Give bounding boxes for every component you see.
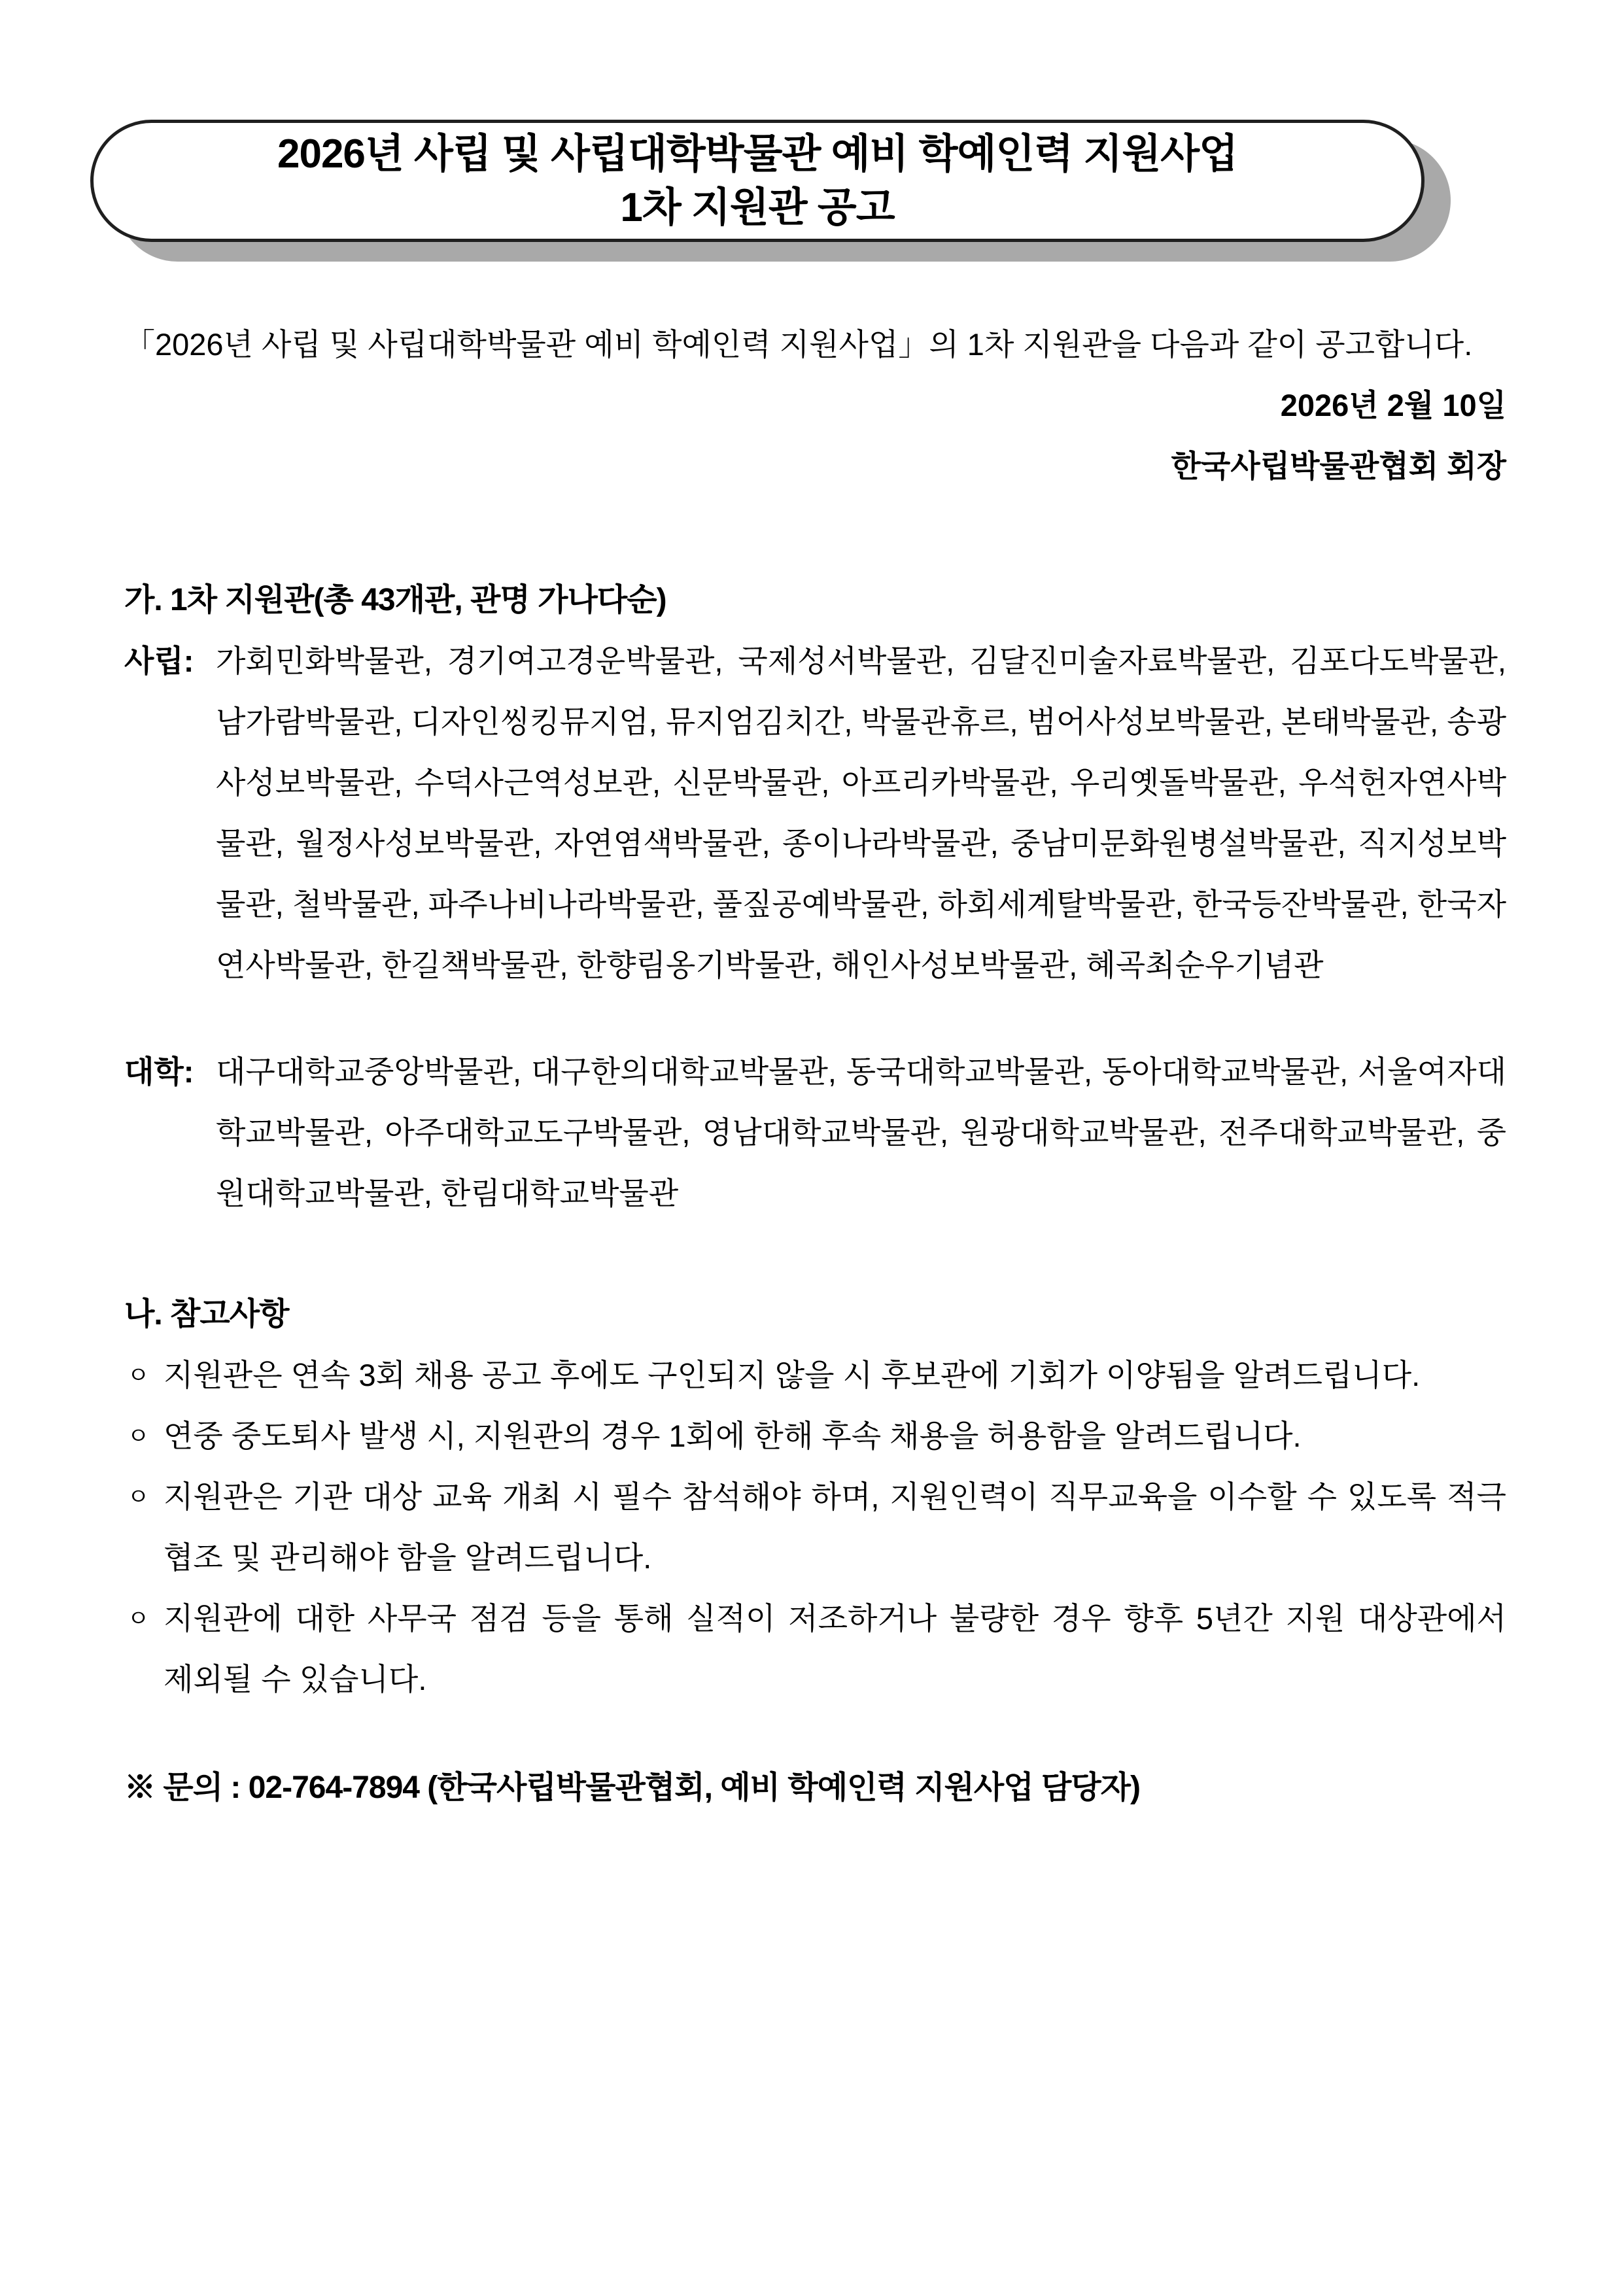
document-title-line2: 1차 지원관 공고 bbox=[620, 184, 895, 230]
bullet-marker: ㅇ bbox=[127, 1483, 150, 1510]
note-text: 지원관에 대한 사무국 점검 등을 통해 실적이 저조하거나 불량한 경우 향후 5년간 지원 대상관에서 제외될 수 있습니다. bbox=[164, 1601, 1506, 1696]
note-text: 지원관은 기관 대상 교육 개최 시 필수 참석해야 하며, 지원인력이 직무교육을 이수할 수 있도록 적극 협조 및 관리해야 함을 알려드립니다. bbox=[164, 1479, 1506, 1575]
note-item bbox=[124, 1588, 1506, 1710]
announcement-date: 2026년 2월 10일 bbox=[1280, 388, 1506, 422]
note-item bbox=[124, 1405, 1506, 1466]
bullet-marker: ㅇ bbox=[127, 1605, 150, 1632]
private-label: 사립: bbox=[124, 644, 194, 678]
private-museum-list-row bbox=[124, 630, 1506, 995]
date-signer-block bbox=[124, 375, 1506, 496]
note-text: 지원관은 연속 3회 채용 공고 후에도 구인되지 않을 시 후보관에 기회가 이양됨을 알려드립니다. bbox=[164, 1358, 1421, 1392]
announcement-signer: 한국사립박물관협회 회장 bbox=[1171, 449, 1506, 483]
document-title-line1: 2026년 사립 및 사립대학박물관 예비 학예인력 지원사업 bbox=[277, 131, 1237, 177]
university-museum-list-row bbox=[124, 1041, 1506, 1224]
bullet-marker: ㅇ bbox=[127, 1362, 150, 1388]
note-item bbox=[124, 1466, 1506, 1588]
note-text: 연중 중도퇴사 발생 시, 지원관의 경우 1회에 한해 후속 채용을 허용함을 알려드립니다. bbox=[164, 1419, 1302, 1453]
intro-paragraph: 「2026년 사립 및 사립대학박물관 예비 학예인력 지원사업」의 1차 지원관을 다음과 같이 공고합니다. bbox=[124, 327, 1473, 362]
private-museum-list: 가회민화박물관, 경기여고경운박물관, 국제성서박물관, 김달진미술자료박물관, 김포다도박물관, 남가람박물관, 디자인씽킹뮤지엄, 뮤지엄김치간, 박물관휴르, 범어사성보박물관, 본태박물관, 송광사성보박물관, 수덕사근역성보관, 신문박물관, 아프리카박물관, 우리옛돌박물관, 우석헌자연사박물관, 월정사성보박물관, 자연염색박물관, 종이나라박물관, 중남미문화원병설박물관, 직지성보박물관, 철박물관, 파주나비나라박물관, 풀짚공예박물관, 하회세계탈박물관, 한국등잔박물관, 한국자연사박물관, 한길책박물관, 한향림옹기박물관, 해인사성보박물관, 혜곡최순우기념관 bbox=[216, 644, 1506, 982]
university-label: 대학: bbox=[124, 1054, 194, 1089]
notes-list bbox=[124, 1345, 1506, 1710]
section-b-heading: 나. 참고사항 bbox=[124, 1297, 289, 1332]
title-box bbox=[90, 120, 1425, 242]
contact-line: ※ 문의 : 02-764-7894 (한국사립박물관협회, 예비 학예인력 지원사업 담당자) bbox=[124, 1770, 1141, 1805]
note-item bbox=[124, 1345, 1506, 1405]
section-a-heading: 가. 1차 지원관(총 43개관, 관명 가나다순) bbox=[124, 583, 666, 617]
university-museum-list: 대구대학교중앙박물관, 대구한의대학교박물관, 동국대학교박물관, 동아대학교박물관, 서울여자대학교박물관, 아주대학교도구박물관, 영남대학교박물관, 원광대학교박물관, 전주대학교박물관, 중원대학교박물관, 한림대학교박물관 bbox=[216, 1054, 1506, 1211]
bullet-marker: ㅇ bbox=[127, 1422, 150, 1449]
